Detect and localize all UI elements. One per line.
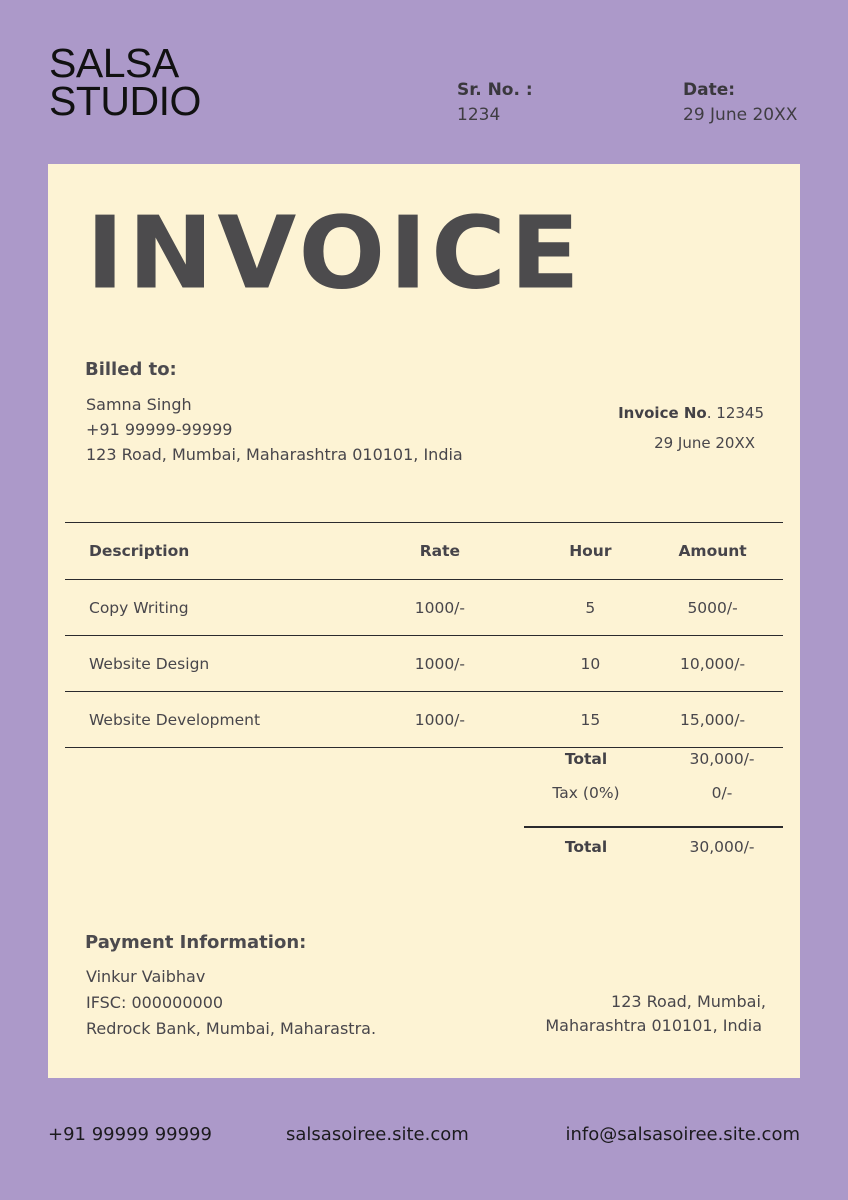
row-amount: 15,000/- (680, 710, 746, 729)
total-label: Total (564, 837, 608, 856)
invoice-number-separator: . (706, 404, 712, 422)
address-line-2: Maharashtra 010101, India (545, 1016, 762, 1035)
serial-number-value: 1234 (457, 105, 501, 125)
table-row (65, 692, 783, 748)
date-label: Date: (683, 80, 736, 100)
brand-logo (49, 40, 201, 124)
row-description: Website Development (89, 710, 261, 729)
totals-block (524, 750, 783, 872)
total-row (524, 838, 783, 872)
footer-email: info@salsasoiree.site.com (565, 1124, 800, 1145)
row-description: Copy Writing (89, 598, 189, 617)
payment-heading: Payment Information: (85, 932, 307, 953)
tax-row (524, 784, 783, 818)
table-header-row (65, 523, 783, 580)
date-value: 29 June 20XX (683, 105, 798, 125)
address-line-1: 123 Road, Mumbai, (611, 992, 766, 1011)
header-rate: Rate (419, 542, 461, 560)
subtotal-row (524, 750, 783, 784)
row-rate: 1000/- (414, 654, 465, 673)
serial-number-label: Sr. No. : (457, 80, 533, 100)
header-description: Description (89, 542, 190, 560)
subtotal-value: 30,000/- (689, 750, 755, 768)
brand-line-1: SALSA (49, 40, 179, 86)
invoice-date: 29 June 20XX (654, 434, 755, 452)
billed-to-heading: Billed to: (85, 359, 177, 380)
row-description: Website Design (89, 654, 210, 673)
row-amount: 10,000/- (680, 654, 746, 673)
company-address (545, 990, 766, 1038)
serial-number-block (457, 80, 533, 125)
row-hour: 5 (585, 598, 596, 617)
date-block (683, 80, 797, 125)
footer-website: salsasoiree.site.com (286, 1124, 469, 1145)
row-rate: 1000/- (414, 598, 465, 617)
billed-address: 123 Road, Mumbai, Maharashtra 010101, India (86, 445, 463, 464)
billed-name: Samna Singh (86, 395, 192, 414)
payment-name: Vinkur Vaibhav (86, 967, 206, 986)
payment-ifsc: IFSC: 000000000 (86, 993, 224, 1012)
tax-value: 0/- (711, 784, 733, 802)
invoice-number-value: 12345 (716, 404, 764, 422)
invoice-number-label: Invoice No (618, 404, 707, 422)
payment-bank: Redrock Bank, Mumbai, Maharastra. (86, 1019, 377, 1038)
row-hour: 15 (580, 710, 601, 729)
header-amount: Amount (678, 542, 747, 560)
table-row (65, 636, 783, 692)
row-hour: 10 (580, 654, 601, 673)
line-items-table (65, 522, 783, 748)
tax-label: Tax (0%) (552, 784, 620, 802)
invoice-title: INVOICE (86, 195, 584, 312)
brand-line-2: STUDIO (49, 78, 201, 124)
header-hour: Hour (569, 542, 612, 560)
totals-divider (524, 826, 783, 828)
payment-details (86, 964, 376, 1042)
row-amount: 5000/- (687, 598, 738, 617)
subtotal-label: Total (564, 750, 608, 768)
invoice-number (618, 404, 764, 422)
invoice-card (48, 164, 800, 1078)
footer-phone: +91 99999 99999 (48, 1124, 212, 1145)
row-rate: 1000/- (414, 710, 465, 729)
table-row (65, 580, 783, 636)
billed-phone: +91 99999-99999 (86, 420, 233, 439)
billed-to-details (86, 392, 463, 467)
total-value: 30,000/- (689, 837, 755, 856)
